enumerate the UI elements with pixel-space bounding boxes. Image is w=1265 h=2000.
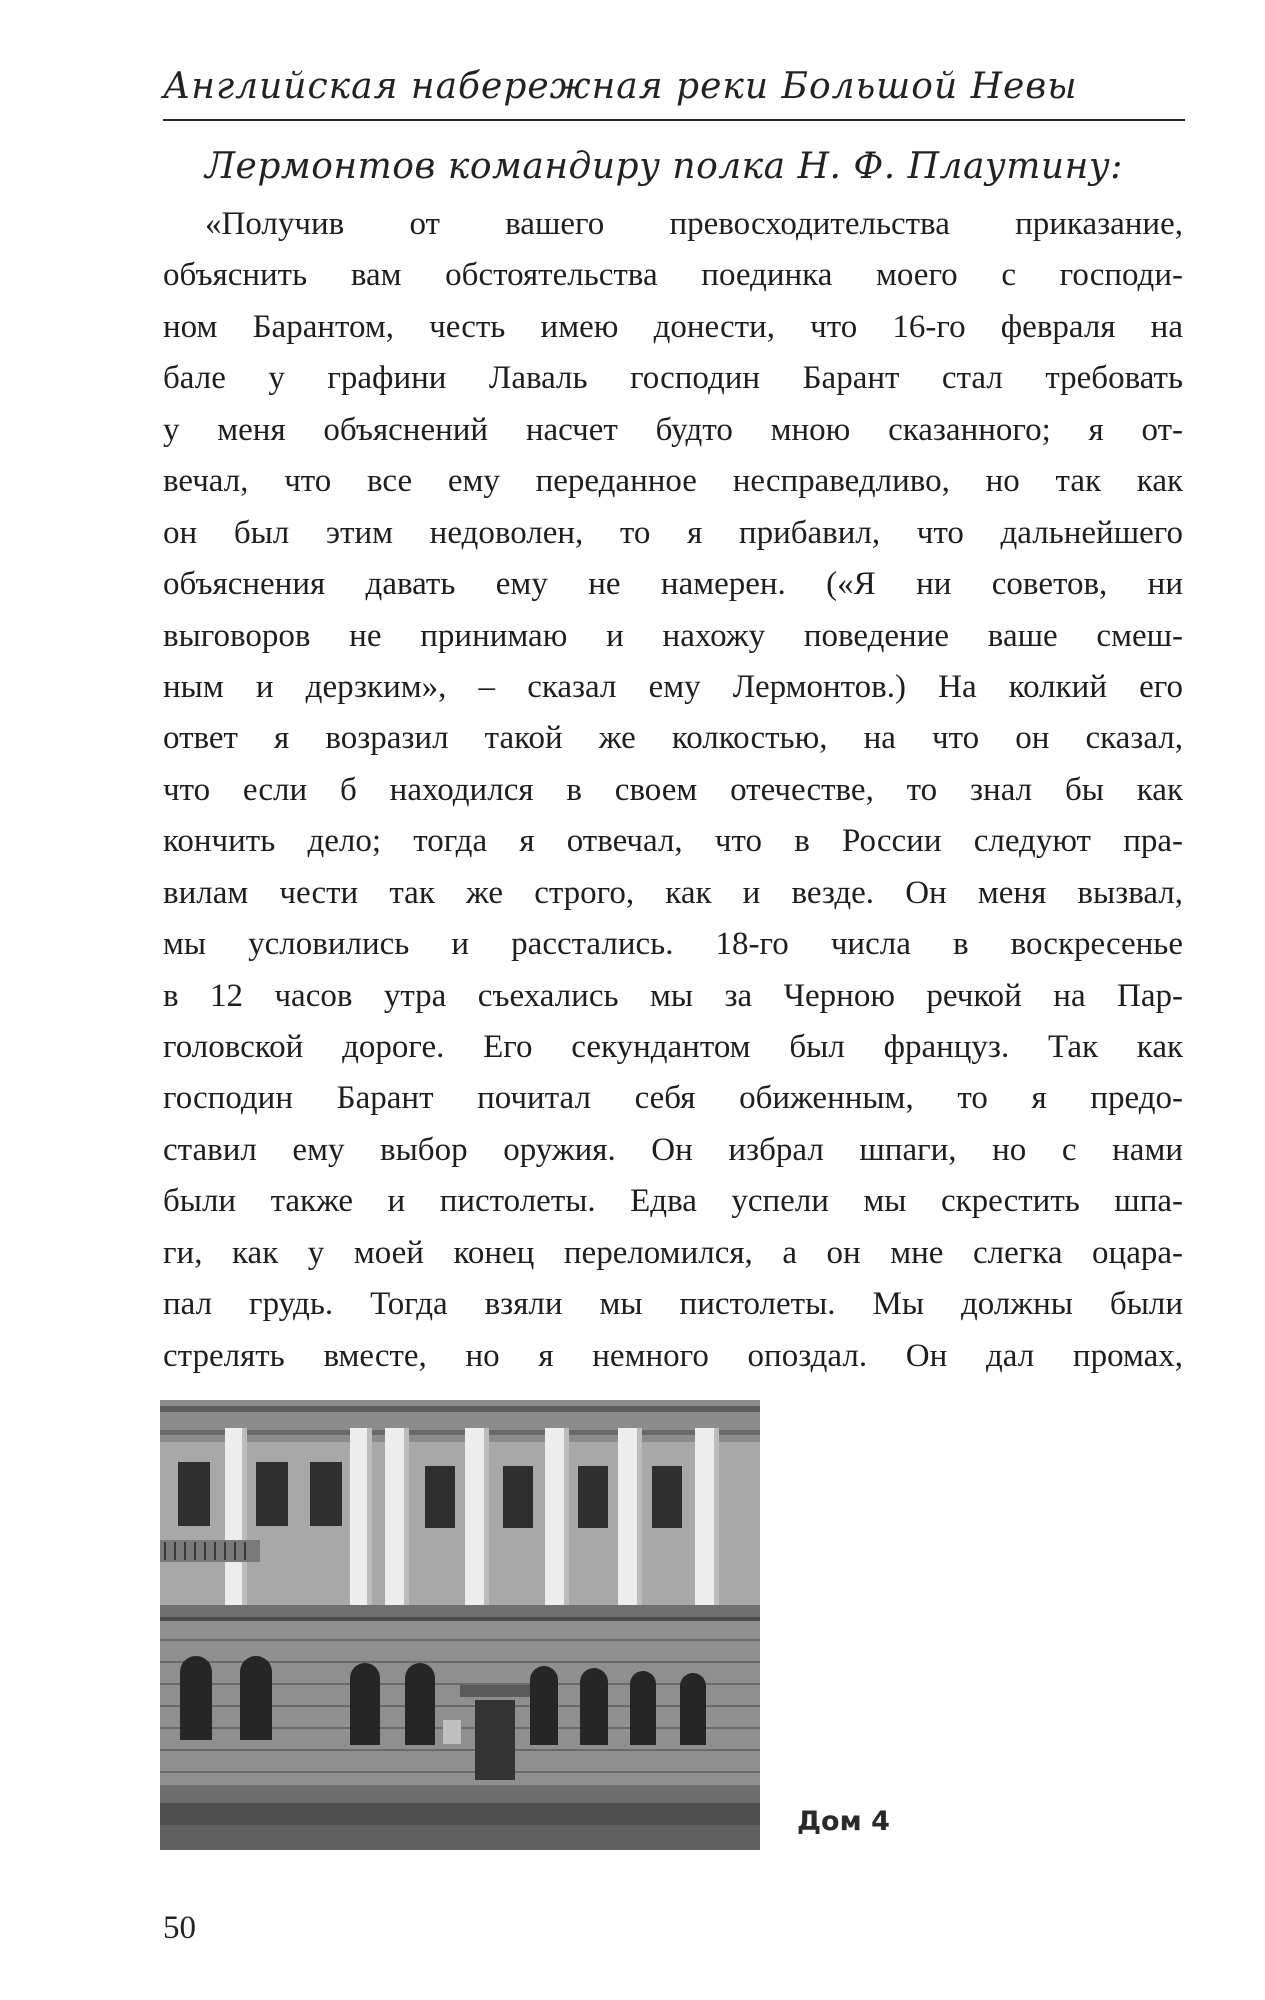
text-line: стрелять вместе, но я немного опоздал. Он дал промах, (163, 1337, 1183, 1374)
text-line: объяснения давать ему не намерен. («Я ни советов, ни (163, 566, 1183, 603)
text-line: вилам чести так же строго, как и везде. Он меня вызвал, (163, 874, 1183, 911)
photo-caption: Дом 4 (797, 1806, 890, 1837)
text-line: бале у графини Лаваль господин Барант стал требовать (163, 360, 1183, 397)
text-line: объяснить вам обстоятельства поединка моего с господи- (163, 257, 1183, 294)
section-heading: Лермонтов командиру полка Н. Ф. Плаутину: (205, 146, 1123, 187)
text-line: в 12 часов утра съехались мы за Черною речкой на Пар- (163, 977, 1183, 1014)
text-line: кончить дело; тогда я отвечал, что в России следуют пра- (163, 823, 1183, 860)
building-photo (160, 1400, 760, 1850)
text-line: вечал, что все ему переданное несправедливо, но так как (163, 463, 1183, 500)
text-line: мы условились и расстались. 18-го числа в воскресенье (163, 926, 1183, 963)
text-line: он был этим недоволен, то я прибавил, что дальнейшего (163, 514, 1183, 551)
body-text (163, 199, 1183, 1382)
text-line: выговоров не принимаю и нахожу поведение ваше смеш- (163, 617, 1183, 654)
text-line: ном Барантом, честь имею донести, что 16-го февраля на (163, 308, 1183, 345)
text-line: у меня объяснений насчет будто мною сказанного; я от- (163, 411, 1183, 448)
text-line: ответ я возразил такой же колкостью, на что он сказал, (163, 720, 1183, 757)
text-line: головской дороге. Его секундантом был француз. Так как (163, 1029, 1183, 1065)
text-line: «Получив от вашего превосходительства приказание, (205, 206, 1183, 242)
text-line: господин Барант почитал себя обиженным, то я предо- (163, 1080, 1183, 1117)
text-line: пал грудь. Тогда взяли мы пистолеты. Мы должны были (163, 1286, 1183, 1323)
page-number: 50 (163, 1910, 196, 1946)
text-line: были также и пистолеты. Едва успели мы скрестить шпа- (163, 1183, 1183, 1220)
text-line: что если б находился в своем отечестве, то знал бы как (163, 771, 1183, 808)
text-line: ставил ему выбор оружия. Он избрал шпаги, но с нами (163, 1131, 1183, 1168)
text-line: ным и дерзким», – сказал ему Лермонтов.) На колкий его (163, 668, 1183, 705)
running-head: Английская набережная реки Большой Невы (163, 66, 1078, 107)
header-rule (163, 119, 1185, 121)
text-line: ги, как у моей конец переломился, а он мне слегка оцара- (163, 1234, 1183, 1271)
